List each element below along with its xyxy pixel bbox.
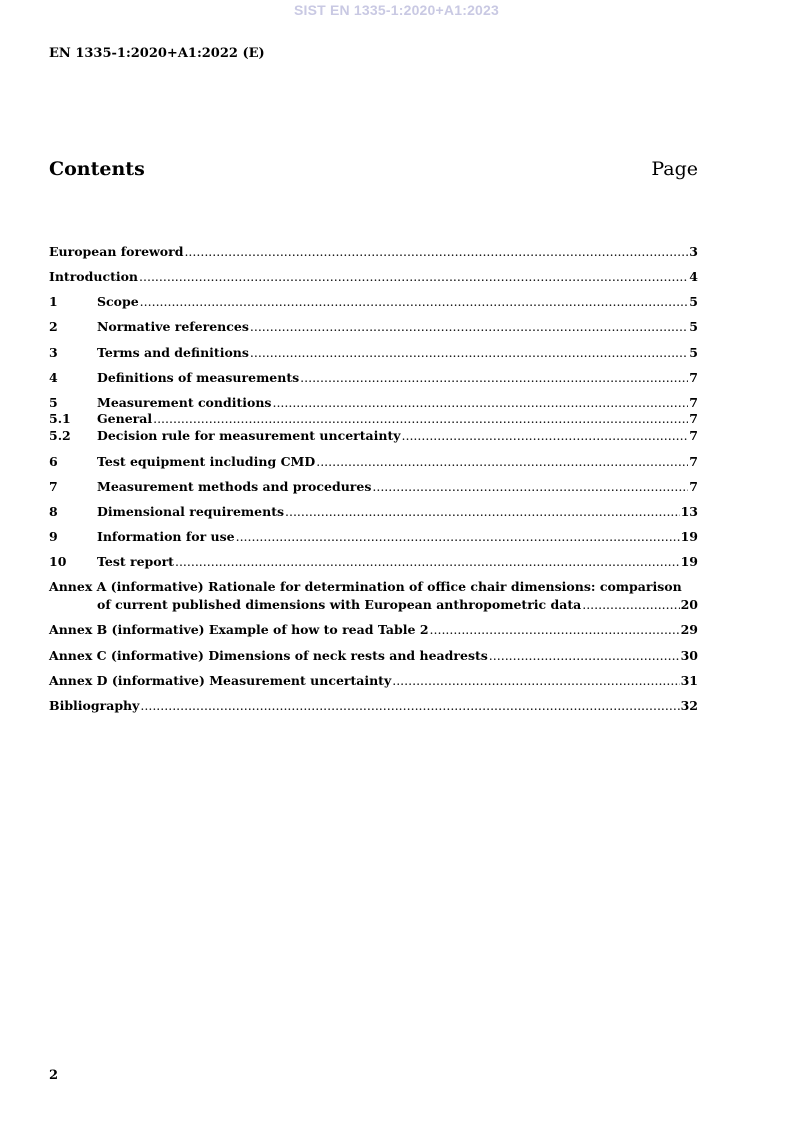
- toc-entry-general[interactable]: [49, 410, 698, 426]
- toc-entry-test-equipment[interactable]: [49, 453, 698, 469]
- toc-entry-page: 5: [689, 294, 698, 309]
- toc-entry-annex-b[interactable]: [49, 621, 698, 637]
- toc-entry-page: 7: [689, 411, 698, 426]
- toc-entry-number: 8: [49, 504, 58, 519]
- toc-dot-leader: [139, 269, 688, 284]
- toc-entry-annex-a-continued[interactable]: [49, 596, 698, 612]
- toc-entry-number: 10: [49, 554, 67, 569]
- toc-entry-title: Definitions of measurements: [97, 370, 300, 385]
- toc-entry-definitions-of-measurements[interactable]: [49, 369, 698, 385]
- toc-entry-number: 4: [49, 370, 58, 385]
- toc-entry-number: 5.2: [49, 428, 71, 443]
- toc-entry-european-foreword[interactable]: [49, 243, 698, 259]
- toc-entry-page: 3: [689, 244, 698, 259]
- toc-entry-terms-and-definitions[interactable]: [49, 344, 698, 360]
- toc-entry-bibliography[interactable]: [49, 697, 698, 713]
- toc-entry-normative-references[interactable]: [49, 318, 698, 334]
- toc-entry-page: 19: [680, 529, 698, 544]
- toc-entry-title: Annex B (informative) Example of how to read Table 2: [49, 622, 429, 637]
- toc-entry-title: Terms and definitions: [97, 345, 249, 360]
- toc-dot-leader: [582, 597, 679, 612]
- toc-dot-leader: [402, 428, 689, 443]
- toc-entry-title: Decision rule for measurement uncertainty: [97, 428, 401, 443]
- document-id: EN 1335-1:2020+A1:2022 (E): [49, 46, 265, 61]
- toc-entry-page: 13: [680, 504, 698, 519]
- toc-entry-title: Dimensional requirements: [97, 504, 284, 519]
- toc-entry-number: 5: [49, 395, 58, 410]
- toc-dot-leader: [372, 479, 688, 494]
- toc-entry-number: 9: [49, 529, 58, 544]
- toc-dot-leader: [285, 504, 680, 519]
- toc-entry-title: Introduction: [49, 269, 139, 284]
- contents-heading: Contents: [49, 158, 145, 180]
- footer-page-number: 2: [49, 1068, 59, 1083]
- toc-entry-annex-c[interactable]: [49, 647, 698, 663]
- toc-entry-title: Annex C (informative) Dimensions of neck rests and headrests: [49, 648, 488, 663]
- toc-entry-page: 5: [689, 319, 698, 334]
- toc-entry-test-report[interactable]: [49, 553, 698, 569]
- toc-entry-annex-a[interactable]: [49, 579, 698, 595]
- toc-entry-page: 19: [680, 554, 698, 569]
- toc-entry-title: Annex D (informative) Measurement uncertainty: [49, 673, 392, 688]
- toc-entry-title: Test report: [97, 554, 174, 569]
- watermark: SIST EN 1335-1:2020+A1:2023: [293, 2, 500, 18]
- toc-entry-page: 30: [680, 648, 698, 663]
- toc-dot-leader: [236, 529, 680, 544]
- toc-entry-page: 4: [689, 269, 698, 284]
- toc-dot-leader: [489, 648, 680, 663]
- toc-entry-title: Measurement methods and procedures: [97, 479, 372, 494]
- toc-entry-title: Measurement conditions: [97, 395, 272, 410]
- toc-dot-leader: [392, 673, 679, 688]
- toc-entry-page: 7: [689, 479, 698, 494]
- toc-entry-page: 7: [689, 370, 698, 385]
- toc-entry-title-line1: Annex A (informative) Rationale for determination of office chair dimensions: comparison: [49, 579, 682, 594]
- toc-entry-title: Test equipment including CMD: [97, 454, 316, 469]
- toc-dot-leader: [140, 294, 689, 309]
- toc-entry-page: 29: [680, 622, 698, 637]
- toc-entry-title: Normative references: [97, 319, 249, 334]
- toc-entry-title: European foreword: [49, 244, 184, 259]
- toc-entry-number: 3: [49, 345, 58, 360]
- toc-entry-page: 32: [680, 698, 698, 713]
- toc-entry-information-for-use[interactable]: [49, 528, 698, 544]
- toc-dot-leader: [300, 370, 688, 385]
- toc-entry-title: Bibliography: [49, 698, 140, 713]
- toc-dot-leader: [153, 411, 688, 426]
- toc-entry-page: 31: [680, 673, 698, 688]
- toc-entry-title: Scope: [97, 294, 139, 309]
- toc-entry-dimensional-requirements[interactable]: [49, 503, 698, 519]
- toc-entry-page: 7: [689, 454, 698, 469]
- toc-dot-leader: [316, 454, 688, 469]
- toc-entry-number: 7: [49, 479, 58, 494]
- toc-dot-leader: [250, 345, 688, 360]
- toc-entry-scope[interactable]: [49, 293, 698, 309]
- toc-dot-leader: [272, 395, 688, 410]
- toc-dot-leader: [250, 319, 688, 334]
- toc-dot-leader: [430, 622, 680, 637]
- toc-entry-number: 6: [49, 454, 58, 469]
- toc-entry-page: 7: [689, 428, 698, 443]
- toc-entry-measurement-methods[interactable]: [49, 478, 698, 494]
- toc-entry-annex-d[interactable]: [49, 672, 698, 688]
- toc-dot-leader: [184, 244, 688, 259]
- toc-dot-leader: [140, 698, 679, 713]
- page-column-label: Page: [651, 158, 698, 180]
- toc-entry-number: 2: [49, 319, 58, 334]
- toc-entry-number: 1: [49, 294, 58, 309]
- toc-entry-measurement-conditions[interactable]: [49, 394, 698, 410]
- toc-entry-title: Information for use: [97, 529, 235, 544]
- toc-entry-page: 20: [680, 597, 698, 612]
- toc-dot-leader: [175, 554, 680, 569]
- toc-entry-title: General: [97, 411, 153, 426]
- toc-entry-decision-rule[interactable]: [49, 427, 698, 443]
- toc-entry-title-line2: of current published dimensions with European anthropometric data: [97, 597, 582, 612]
- toc-entry-page: 5: [689, 345, 698, 360]
- toc-entry-number: 5.1: [49, 411, 71, 426]
- toc-entry-introduction[interactable]: [49, 268, 698, 284]
- toc-entry-page: 7: [689, 395, 698, 410]
